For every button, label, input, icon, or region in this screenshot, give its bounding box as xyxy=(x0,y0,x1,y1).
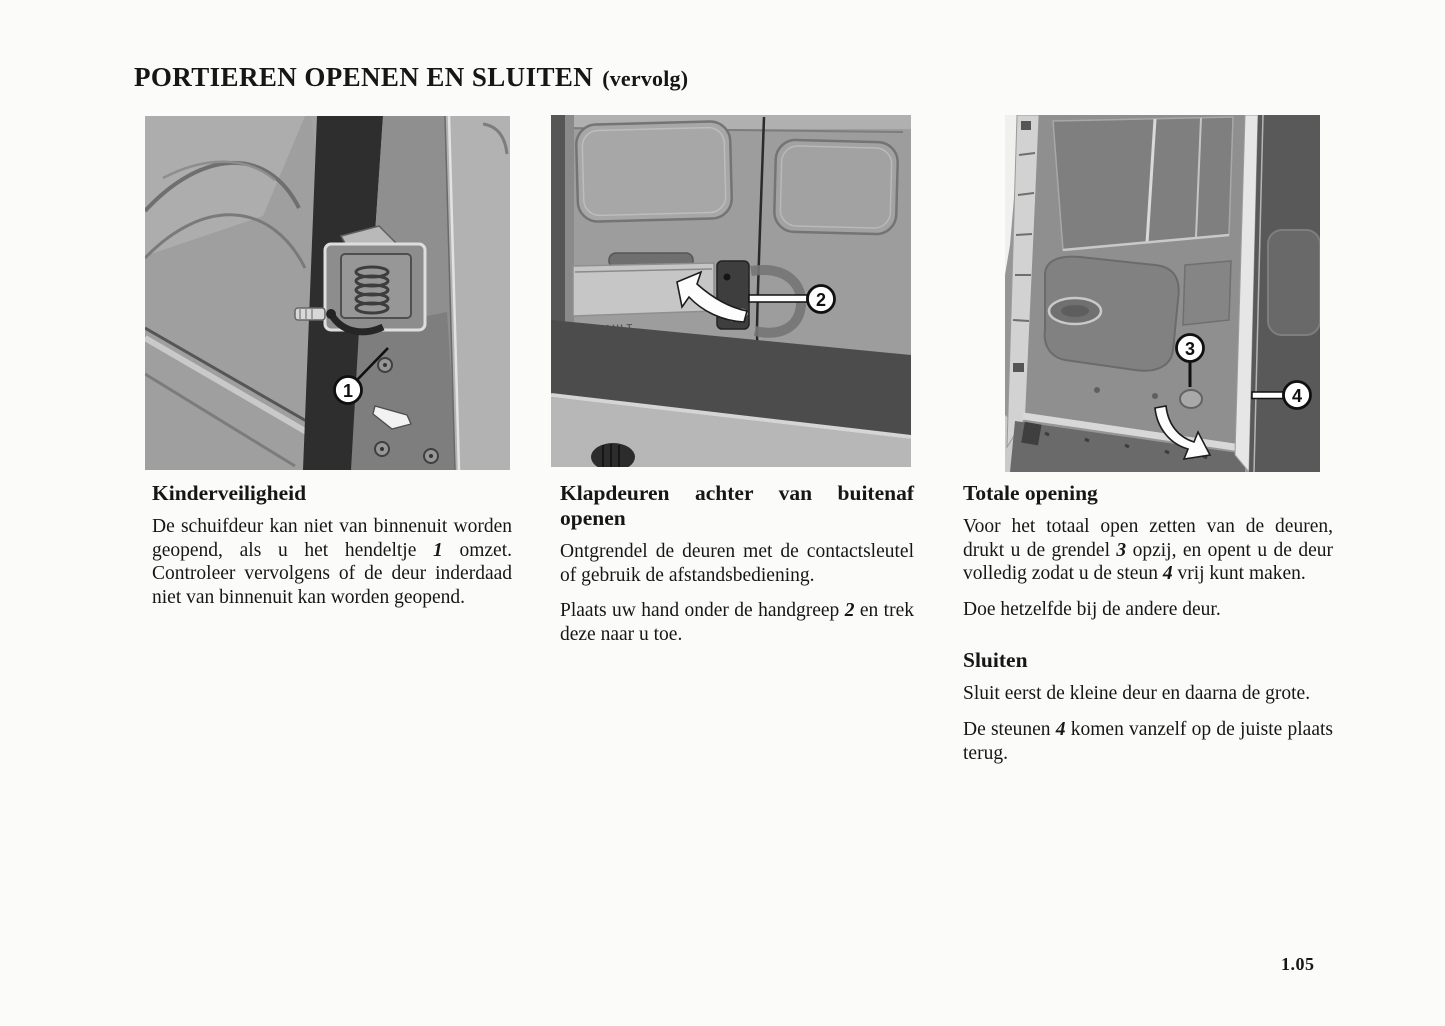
page-title-main: PORTIEREN OPENEN EN SLUITEN xyxy=(134,62,594,92)
page-title xyxy=(134,62,688,93)
section-kinderveiligheid xyxy=(152,481,512,621)
pillar-and-second-door xyxy=(1235,115,1320,472)
figure-rear-doors-handle xyxy=(551,115,911,467)
callout-1-label: 1 xyxy=(342,381,354,401)
open-door-inner-panel xyxy=(1025,115,1245,447)
page-title-suffix: (vervolg) xyxy=(602,66,689,91)
paragraph: Plaats uw hand onder de handgreep 2 en trek deze naar u toe. xyxy=(560,600,914,645)
door-stay-fitting xyxy=(1021,422,1041,446)
paragraph: De steunen 4 komen vanzelf op de juiste plaats terug. xyxy=(963,718,1333,764)
latch-grendel xyxy=(1180,390,1202,408)
sliding-door-photo xyxy=(145,116,510,470)
section-klapdeuren xyxy=(560,481,914,658)
paragraph: Sluit eerst de kleine deur en daarna de grote. xyxy=(963,683,1311,705)
paragraph: Voor het totaal open zetten van de deuren, drukt u de grendel 3 opzij, en opent u de deur volledig zodat u de steun 4 vrij kunt maken. xyxy=(963,516,1333,585)
paragraph: De schuifdeur kan niet van binnenuit worden geopend, als u het hendeltje 1 omzet. Controleer vervolgens of de deur inderdaad niet van binnenuit kan worden geopend. xyxy=(152,516,512,608)
figure-sliding-door-child-lock xyxy=(145,116,510,470)
callout-2-label: 2 xyxy=(815,290,827,310)
rear-doors-photo xyxy=(551,115,911,467)
section-heading-sluiten: Sluiten xyxy=(963,648,1028,673)
paragraph: Doe hetzelfde bij de andere deur. xyxy=(963,598,1221,620)
section-heading: Totale opening xyxy=(963,481,1098,505)
figure-total-opening xyxy=(1005,115,1320,472)
section-heading: Klapdeuren achter van buitenaf openen xyxy=(560,481,914,530)
body-side-panel xyxy=(445,116,510,470)
open-door-photo xyxy=(1005,115,1320,472)
callout-3-label: 3 xyxy=(1184,339,1196,359)
right-door-panel xyxy=(774,139,898,234)
section-heading: Kinderveiligheid xyxy=(152,481,307,505)
section-totale-opening xyxy=(963,481,1333,777)
paragraph: Ontgrendel de deuren met de contactsleutel of gebruik de afstandsbediening. xyxy=(560,541,914,586)
page-number: 1.05 xyxy=(1281,954,1315,974)
callout-4-label: 4 xyxy=(1291,386,1303,406)
